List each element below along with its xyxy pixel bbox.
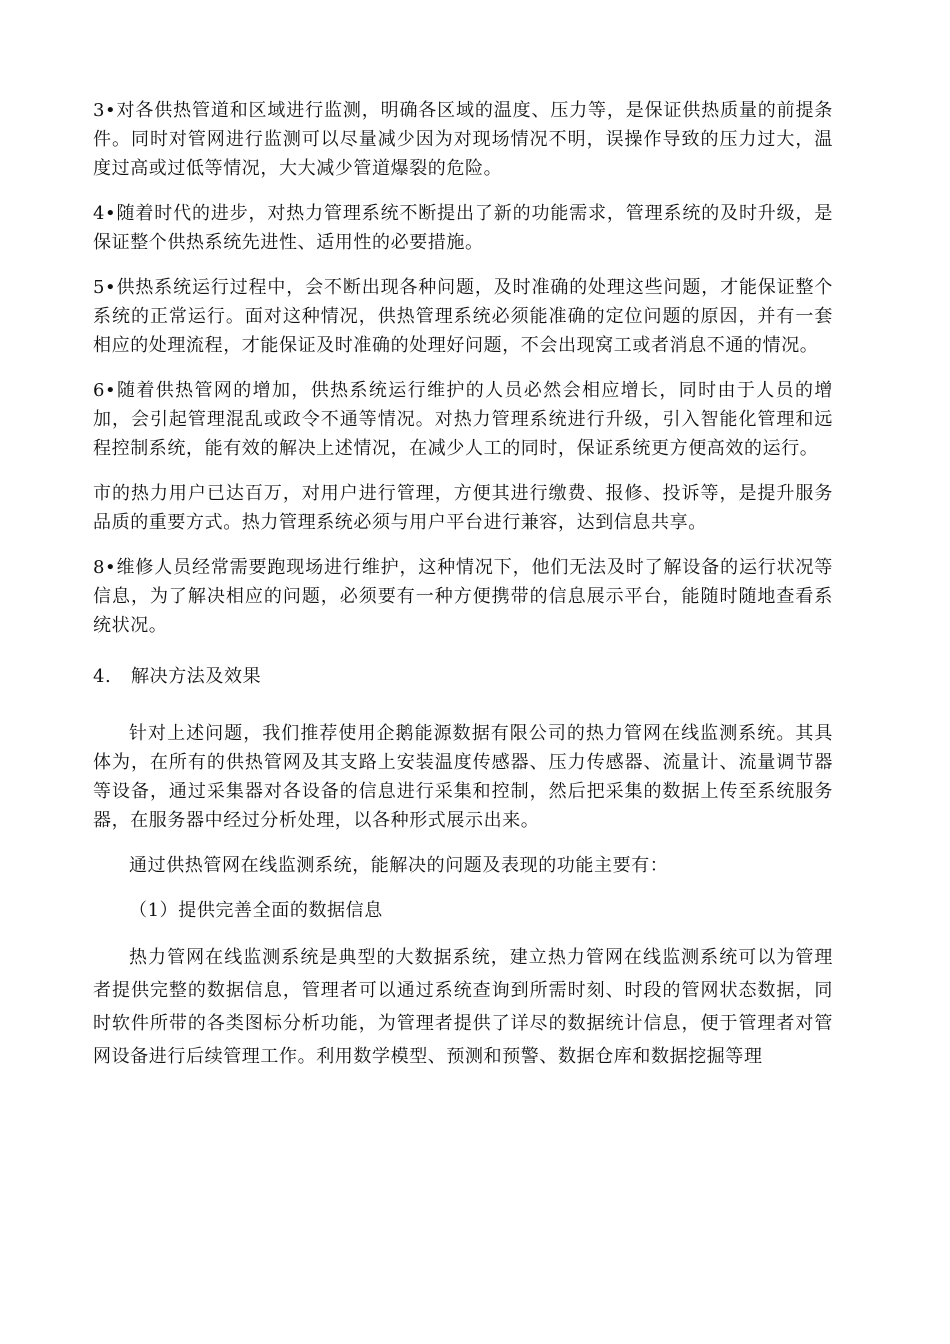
paragraph-item-8: 8•维修人员经常需要跑现场进行维护，这种情况下，他们无法及时了解设备的运行状况等信息，为了解决相应的问题，必须要有一种方便携带的信息展示平台，能随时随地查看系统状况。 [93,557,833,636]
section-title: 解决方法及效果 [131,666,262,687]
functions-lead-paragraph: 通过供热管网在线监测系统，能解决的问题及表现的功能主要有： [129,855,669,876]
paragraph-item-7: 市的热力用户已达百万，对用户进行管理，方便其进行缴费、报修、投诉等，是提升服务品质的重要方式。热力管理系统必须与用户平台进行兼容，达到信息共享。 [93,483,833,533]
intro-paragraph: 针对上述问题，我们推荐使用企鹅能源数据有限公司的热力管网在线监测系统。其具体为，在所有的供热管网及其支路上安装温度传感器、压力传感器、流量计、流量调节器等设备，通过采集器对各设备的信息进行采集和控制，然后把采集的数据上传至系统服务器，在服务器中经过分析处理，以各种形式展示出来。 [93,723,833,831]
section-heading [93,662,833,691]
document-page [93,96,833,1089]
paragraph-item-3: 3•对各供热管道和区域进行监测，明确各区域的温度、压力等，是保证供热质量的前提条件。同时对管网进行监测可以尽量减少因为对现场情况不明，误操作导致的压力过大，温度过高或过低等情况，大大减少管道爆裂的危险。 [93,100,833,179]
subsection-title: （1）提供完善全面的数据信息 [129,900,383,921]
paragraph-item-5: 5•供热系统运行过程中，会不断出现各种问题，及时准确的处理这些问题，才能保证整个系统的正常运行。面对这种情况，供热管理系统必须能准确的定位问题的原因，并有一套相应的处理流程，才能保证及时准确的处理好问题，不会出现窝工或者消息不通的情况。 [93,277,833,356]
paragraph-item-6: 6•随着供热管网的增加，供热系统运行维护的人员必然会相应增长，同时由于人员的增加，会引起管理混乱或政令不通等情况。对热力管理系统进行升级，引入智能化管理和远程控制系统，能有效的解决上述情况，在减少人工的同时，保证系统更方便高效的运行。 [93,380,833,459]
paragraph-item-4: 4•随着时代的进步，对热力管理系统不断提出了新的功能需求，管理系统的及时升级，是保证整个供热系统先进性、适用性的必要措施。 [93,203,833,253]
section-number: 4. [93,666,112,687]
subsection-paragraph: 热力管网在线监测系统是典型的大数据系统，建立热力管网在线监测系统可以为管理者提供完整的数据信息，管理者可以通过系统查询到所需时刻、时段的管网状态数据，同时软件所带的各类图标分析功能，为管理者提供了详尽的数据统计信息，便于管理者对管网设备进行后续管理工作。利用数学模型、预测和预警、数据仓库和数据挖掘等理 [93,947,833,1067]
